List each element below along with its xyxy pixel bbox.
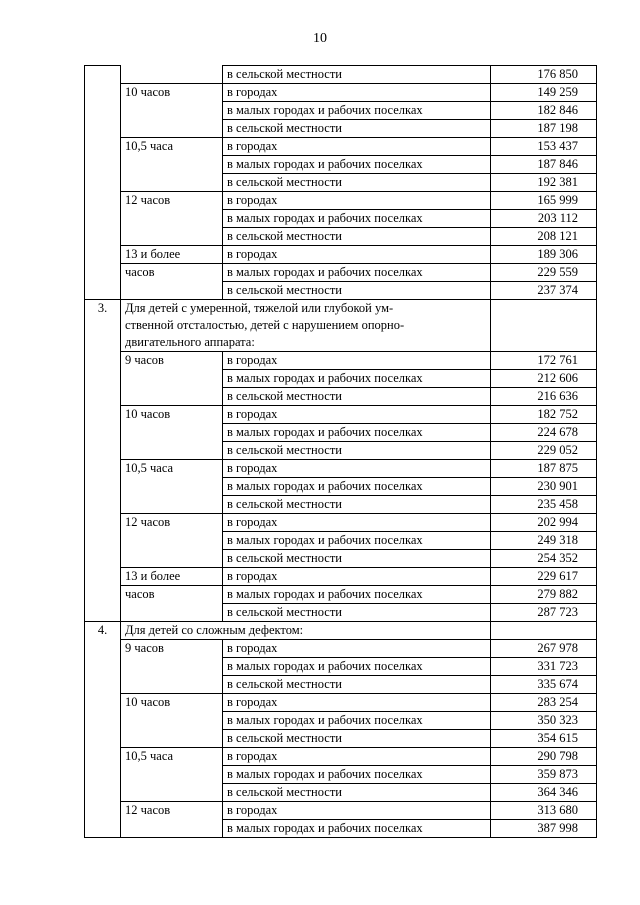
table-row bbox=[85, 496, 597, 514]
place-cell: в сельской местности bbox=[223, 730, 491, 748]
amount-cell: 212 606 bbox=[491, 370, 597, 388]
hours-cell bbox=[121, 784, 223, 802]
row-number bbox=[85, 532, 121, 550]
amount-cell: 187 875 bbox=[491, 460, 597, 478]
section-heading bbox=[121, 622, 491, 640]
table-row bbox=[85, 658, 597, 676]
amount-cell: 229 559 bbox=[491, 264, 597, 282]
table-row bbox=[85, 120, 597, 138]
place-cell: в сельской местности bbox=[223, 174, 491, 192]
place-cell: в городах bbox=[223, 460, 491, 478]
table-row bbox=[85, 820, 597, 838]
place-cell: в малых городах и рабочих поселках bbox=[223, 658, 491, 676]
hours-cell bbox=[121, 730, 223, 748]
table-row bbox=[85, 174, 597, 192]
place-cell: в малых городах и рабочих поселках bbox=[223, 156, 491, 174]
table-row bbox=[85, 406, 597, 424]
row-number bbox=[85, 658, 121, 676]
place-cell: в малых городах и рабочих поселках bbox=[223, 102, 491, 120]
hours-cell: 12 часов bbox=[121, 192, 223, 210]
place-cell: в малых городах и рабочих поселках bbox=[223, 210, 491, 228]
row-number bbox=[85, 478, 121, 496]
row-number bbox=[85, 102, 121, 120]
row-number bbox=[85, 282, 121, 300]
row-number bbox=[85, 406, 121, 424]
amount-cell: 237 374 bbox=[491, 282, 597, 300]
amount-cell: 224 678 bbox=[491, 424, 597, 442]
row-number bbox=[85, 748, 121, 766]
table-row bbox=[85, 84, 597, 102]
section-heading-line: двигательного аппарата: bbox=[125, 335, 255, 349]
place-cell: в малых городах и рабочих поселках bbox=[223, 820, 491, 838]
hours-cell: 10 часов bbox=[121, 406, 223, 424]
amount-cell: 189 306 bbox=[491, 246, 597, 264]
hours-cell: 13 и более bbox=[121, 246, 223, 264]
row-number bbox=[85, 568, 121, 586]
amount-cell: 350 323 bbox=[491, 712, 597, 730]
hours-cell bbox=[121, 658, 223, 676]
amount-cell: 176 850 bbox=[491, 66, 597, 84]
row-number bbox=[85, 138, 121, 156]
amount-cell: 192 381 bbox=[491, 174, 597, 192]
place-cell: в сельской местности bbox=[223, 442, 491, 460]
place-cell: в городах bbox=[223, 640, 491, 658]
amount-cell: 267 978 bbox=[491, 640, 597, 658]
row-number bbox=[85, 192, 121, 210]
place-cell: в городах bbox=[223, 406, 491, 424]
place-cell: в городах bbox=[223, 694, 491, 712]
place-cell: в сельской местности bbox=[223, 496, 491, 514]
amount-cell: 283 254 bbox=[491, 694, 597, 712]
place-cell: в малых городах и рабочих поселках bbox=[223, 478, 491, 496]
hours-cell: 13 и более bbox=[121, 568, 223, 586]
hours-cell bbox=[121, 676, 223, 694]
table-body bbox=[85, 66, 597, 838]
hours-cell bbox=[121, 766, 223, 784]
hours-cell bbox=[121, 228, 223, 246]
table-row bbox=[85, 442, 597, 460]
table-row bbox=[85, 532, 597, 550]
row-number bbox=[85, 66, 121, 84]
amount-cell: 235 458 bbox=[491, 496, 597, 514]
table-row bbox=[85, 784, 597, 802]
table-row bbox=[85, 352, 597, 370]
table-row bbox=[85, 192, 597, 210]
row-number bbox=[85, 352, 121, 370]
table-row bbox=[85, 640, 597, 658]
hours-cell bbox=[121, 174, 223, 192]
amount-cell: 149 259 bbox=[491, 84, 597, 102]
row-number bbox=[85, 156, 121, 174]
place-cell: в сельской местности bbox=[223, 550, 491, 568]
row-number: 3. bbox=[85, 300, 121, 352]
table-row bbox=[85, 156, 597, 174]
section-heading-line: Для детей с умеренной, тяжелой или глубокой ум- bbox=[125, 301, 394, 315]
row-number bbox=[85, 370, 121, 388]
place-cell: в сельской местности bbox=[223, 228, 491, 246]
place-cell: в малых городах и рабочих поселках bbox=[223, 586, 491, 604]
hours-cell bbox=[121, 604, 223, 622]
table-row bbox=[85, 478, 597, 496]
hours-cell bbox=[121, 282, 223, 300]
amount-cell: 254 352 bbox=[491, 550, 597, 568]
row-number bbox=[85, 514, 121, 532]
row-number bbox=[85, 388, 121, 406]
row-number bbox=[85, 676, 121, 694]
hours-cell bbox=[121, 370, 223, 388]
row-number bbox=[85, 496, 121, 514]
place-cell: в городах bbox=[223, 84, 491, 102]
amount-cell bbox=[491, 300, 597, 352]
table-row bbox=[85, 712, 597, 730]
table-row bbox=[85, 66, 597, 84]
amount-cell: 279 882 bbox=[491, 586, 597, 604]
row-number bbox=[85, 460, 121, 478]
hours-cell: 12 часов bbox=[121, 802, 223, 820]
row-number bbox=[85, 228, 121, 246]
tariff-table bbox=[84, 65, 597, 838]
hours-cell bbox=[121, 532, 223, 550]
place-cell: в сельской местности bbox=[223, 282, 491, 300]
hours-cell bbox=[121, 388, 223, 406]
table-row bbox=[85, 694, 597, 712]
amount-cell bbox=[491, 622, 597, 640]
place-cell: в малых городах и рабочих поселках bbox=[223, 424, 491, 442]
amount-cell: 216 636 bbox=[491, 388, 597, 406]
table-row bbox=[85, 388, 597, 406]
row-number bbox=[85, 712, 121, 730]
table-row bbox=[85, 138, 597, 156]
table-row bbox=[85, 246, 597, 264]
table-row bbox=[85, 282, 597, 300]
hours-cell bbox=[121, 156, 223, 174]
hours-cell bbox=[121, 712, 223, 730]
amount-cell: 203 112 bbox=[491, 210, 597, 228]
row-number bbox=[85, 586, 121, 604]
amount-cell: 287 723 bbox=[491, 604, 597, 622]
table-row bbox=[85, 766, 597, 784]
amount-cell: 153 437 bbox=[491, 138, 597, 156]
hours-cell: 10,5 часа bbox=[121, 138, 223, 156]
hours-cell: 9 часов bbox=[121, 352, 223, 370]
amount-cell: 290 798 bbox=[491, 748, 597, 766]
hours-cell: 10,5 часа bbox=[121, 460, 223, 478]
table-row bbox=[85, 514, 597, 532]
row-number bbox=[85, 246, 121, 264]
table-row bbox=[85, 300, 597, 352]
amount-cell: 387 998 bbox=[491, 820, 597, 838]
row-number bbox=[85, 84, 121, 102]
row-number bbox=[85, 784, 121, 802]
section-heading-line: ственной отсталостью, детей с нарушением опорно- bbox=[125, 318, 405, 332]
page-number: 10 bbox=[313, 31, 327, 46]
place-cell: в городах bbox=[223, 568, 491, 586]
table-row bbox=[85, 264, 597, 282]
row-number bbox=[85, 442, 121, 460]
section-heading bbox=[121, 300, 491, 352]
place-cell: в городах bbox=[223, 138, 491, 156]
amount-cell: 187 198 bbox=[491, 120, 597, 138]
place-cell: в малых городах и рабочих поселках bbox=[223, 712, 491, 730]
table-row bbox=[85, 102, 597, 120]
place-cell: в сельской местности bbox=[223, 66, 491, 84]
table-row bbox=[85, 460, 597, 478]
row-number bbox=[85, 730, 121, 748]
table-row bbox=[85, 586, 597, 604]
hours-cell: 10,5 часа bbox=[121, 748, 223, 766]
table-row bbox=[85, 676, 597, 694]
row-number: 4. bbox=[85, 622, 121, 640]
place-cell: в городах bbox=[223, 802, 491, 820]
place-cell: в городах bbox=[223, 352, 491, 370]
place-cell: в сельской местности bbox=[223, 784, 491, 802]
table-row bbox=[85, 802, 597, 820]
table-row bbox=[85, 748, 597, 766]
table-row bbox=[85, 604, 597, 622]
row-number bbox=[85, 694, 121, 712]
table-row bbox=[85, 550, 597, 568]
amount-cell: 331 723 bbox=[491, 658, 597, 676]
hours-cell: часов bbox=[121, 264, 223, 282]
row-number bbox=[85, 820, 121, 838]
hours-cell: 12 часов bbox=[121, 514, 223, 532]
hours-cell: 9 часов bbox=[121, 640, 223, 658]
row-number bbox=[85, 802, 121, 820]
table-row bbox=[85, 370, 597, 388]
amount-cell: 208 121 bbox=[491, 228, 597, 246]
amount-cell: 182 752 bbox=[491, 406, 597, 424]
amount-cell: 354 615 bbox=[491, 730, 597, 748]
amount-cell: 229 617 bbox=[491, 568, 597, 586]
row-number bbox=[85, 550, 121, 568]
hours-cell bbox=[121, 102, 223, 120]
amount-cell: 165 999 bbox=[491, 192, 597, 210]
hours-cell bbox=[121, 442, 223, 460]
place-cell: в городах bbox=[223, 246, 491, 264]
table-row bbox=[85, 730, 597, 748]
amount-cell: 230 901 bbox=[491, 478, 597, 496]
amount-cell: 335 674 bbox=[491, 676, 597, 694]
hours-cell bbox=[121, 478, 223, 496]
row-number bbox=[85, 604, 121, 622]
hours-cell: 10 часов bbox=[121, 84, 223, 102]
table-row bbox=[85, 424, 597, 442]
row-number bbox=[85, 766, 121, 784]
hours-cell bbox=[121, 496, 223, 514]
place-cell: в малых городах и рабочих поселках bbox=[223, 766, 491, 784]
row-number bbox=[85, 174, 121, 192]
amount-cell: 182 846 bbox=[491, 102, 597, 120]
place-cell: в сельской местности bbox=[223, 120, 491, 138]
amount-cell: 313 680 bbox=[491, 802, 597, 820]
place-cell: в малых городах и рабочих поселках bbox=[223, 264, 491, 282]
section-heading-line: Для детей со сложным дефектом: bbox=[125, 623, 304, 637]
table-row bbox=[85, 568, 597, 586]
table-row bbox=[85, 228, 597, 246]
table-row bbox=[85, 622, 597, 640]
amount-cell: 229 052 bbox=[491, 442, 597, 460]
place-cell: в сельской местности bbox=[223, 676, 491, 694]
row-number bbox=[85, 424, 121, 442]
amount-cell: 187 846 bbox=[491, 156, 597, 174]
row-number bbox=[85, 640, 121, 658]
place-cell: в городах bbox=[223, 514, 491, 532]
row-number bbox=[85, 264, 121, 282]
amount-cell: 249 318 bbox=[491, 532, 597, 550]
hours-cell bbox=[121, 550, 223, 568]
table-row bbox=[85, 210, 597, 228]
amount-cell: 364 346 bbox=[491, 784, 597, 802]
amount-cell: 172 761 bbox=[491, 352, 597, 370]
hours-cell bbox=[121, 820, 223, 838]
place-cell: в городах bbox=[223, 192, 491, 210]
place-cell: в городах bbox=[223, 748, 491, 766]
place-cell: в сельской местности bbox=[223, 388, 491, 406]
hours-cell bbox=[121, 210, 223, 228]
row-number bbox=[85, 120, 121, 138]
hours-cell bbox=[121, 120, 223, 138]
row-number bbox=[85, 210, 121, 228]
hours-cell bbox=[121, 424, 223, 442]
place-cell: в малых городах и рабочих поселках bbox=[223, 370, 491, 388]
hours-cell bbox=[121, 66, 223, 84]
place-cell: в малых городах и рабочих поселках bbox=[223, 532, 491, 550]
place-cell: в сельской местности bbox=[223, 604, 491, 622]
hours-cell: 10 часов bbox=[121, 694, 223, 712]
amount-cell: 359 873 bbox=[491, 766, 597, 784]
hours-cell: часов bbox=[121, 586, 223, 604]
amount-cell: 202 994 bbox=[491, 514, 597, 532]
